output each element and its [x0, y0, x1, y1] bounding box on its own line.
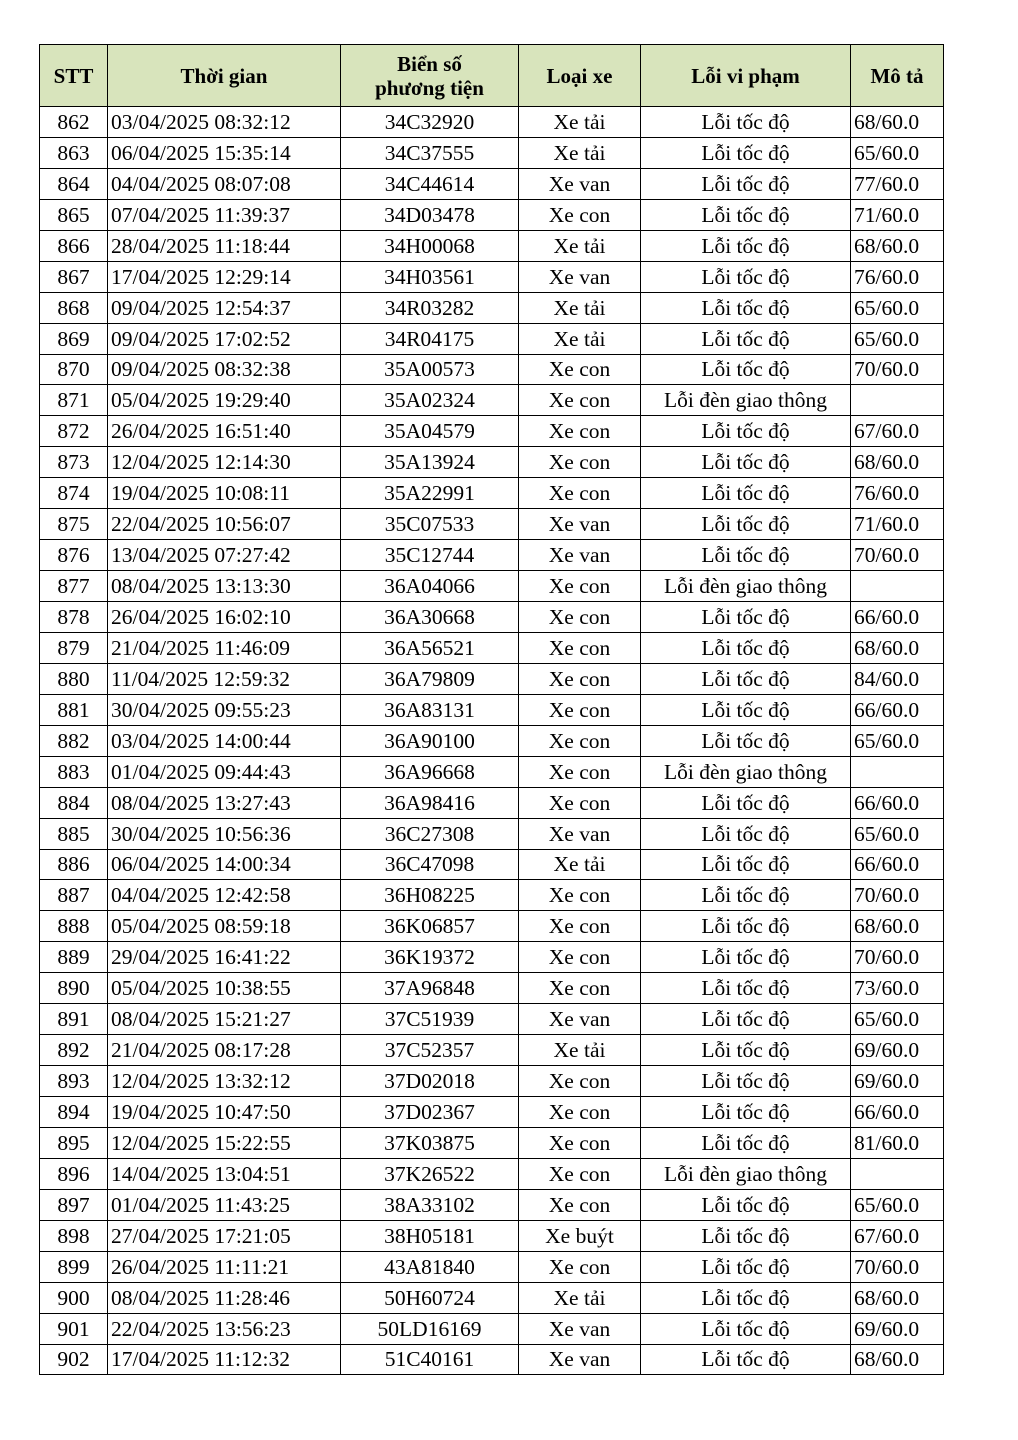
cell-time: 29/04/2025 16:41:22 — [108, 942, 341, 973]
cell-violation: Lỗi tốc độ — [641, 1220, 851, 1251]
cell-time: 26/04/2025 16:51:40 — [108, 416, 341, 447]
cell-plate: 37D02367 — [341, 1097, 519, 1128]
cell-violation: Lỗi tốc độ — [641, 323, 851, 354]
table-row — [40, 756, 944, 787]
cell-description: 68/60.0 — [851, 230, 944, 261]
cell-time: 12/04/2025 12:14:30 — [108, 447, 341, 478]
cell-plate: 35C07533 — [341, 509, 519, 540]
cell-stt: 900 — [40, 1282, 108, 1313]
cell-vehicle-type: Xe con — [519, 1189, 641, 1220]
cell-time: 27/04/2025 17:21:05 — [108, 1220, 341, 1251]
cell-stt: 894 — [40, 1097, 108, 1128]
cell-vehicle-type: Xe con — [519, 447, 641, 478]
cell-plate: 38H05181 — [341, 1220, 519, 1251]
cell-violation: Lỗi tốc độ — [641, 230, 851, 261]
cell-vehicle-type: Xe tải — [519, 1035, 641, 1066]
cell-time: 28/04/2025 11:18:44 — [108, 230, 341, 261]
cell-violation: Lỗi tốc độ — [641, 447, 851, 478]
table-row — [40, 416, 944, 447]
cell-time: 13/04/2025 07:27:42 — [108, 540, 341, 571]
cell-description — [851, 756, 944, 787]
cell-plate: 43A81840 — [341, 1251, 519, 1282]
cell-time: 30/04/2025 09:55:23 — [108, 694, 341, 725]
table-row — [40, 818, 944, 849]
cell-plate: 51C40161 — [341, 1344, 519, 1375]
cell-violation: Lỗi đèn giao thông — [641, 756, 851, 787]
cell-time: 17/04/2025 12:29:14 — [108, 261, 341, 292]
cell-time: 09/04/2025 08:32:38 — [108, 354, 341, 385]
cell-violation: Lỗi tốc độ — [641, 1127, 851, 1158]
cell-stt: 884 — [40, 787, 108, 818]
cell-description — [851, 385, 944, 416]
cell-violation: Lỗi tốc độ — [641, 261, 851, 292]
cell-stt: 871 — [40, 385, 108, 416]
cell-description: 67/60.0 — [851, 1220, 944, 1251]
table-row — [40, 1004, 944, 1035]
cell-description: 84/60.0 — [851, 663, 944, 694]
table-row — [40, 663, 944, 694]
cell-violation: Lỗi tốc độ — [641, 694, 851, 725]
cell-vehicle-type: Xe van — [519, 540, 641, 571]
cell-plate: 37K26522 — [341, 1158, 519, 1189]
cell-plate: 36H08225 — [341, 880, 519, 911]
cell-plate: 34H00068 — [341, 230, 519, 261]
cell-stt: 862 — [40, 107, 108, 138]
table-row — [40, 292, 944, 323]
cell-violation: Lỗi tốc độ — [641, 1066, 851, 1097]
cell-description: 68/60.0 — [851, 107, 944, 138]
cell-stt: 864 — [40, 168, 108, 199]
cell-description: 65/60.0 — [851, 725, 944, 756]
cell-vehicle-type: Xe con — [519, 942, 641, 973]
table-row — [40, 1282, 944, 1313]
cell-time: 11/04/2025 12:59:32 — [108, 663, 341, 694]
cell-stt: 875 — [40, 509, 108, 540]
table-row — [40, 107, 944, 138]
cell-stt: 878 — [40, 602, 108, 633]
cell-time: 21/04/2025 11:46:09 — [108, 632, 341, 663]
cell-violation: Lỗi tốc độ — [641, 292, 851, 323]
cell-time: 08/04/2025 11:28:46 — [108, 1282, 341, 1313]
cell-vehicle-type: Xe con — [519, 632, 641, 663]
table-row — [40, 199, 944, 230]
cell-stt: 866 — [40, 230, 108, 261]
cell-plate: 36A30668 — [341, 602, 519, 633]
cell-time: 01/04/2025 11:43:25 — [108, 1189, 341, 1220]
cell-vehicle-type: Xe tải — [519, 230, 641, 261]
cell-description: 67/60.0 — [851, 416, 944, 447]
table-row — [40, 478, 944, 509]
cell-vehicle-type: Xe van — [519, 1344, 641, 1375]
header-row — [40, 45, 944, 107]
cell-plate: 37C52357 — [341, 1035, 519, 1066]
cell-stt: 865 — [40, 199, 108, 230]
cell-description: 65/60.0 — [851, 1004, 944, 1035]
cell-stt: 883 — [40, 756, 108, 787]
cell-time: 03/04/2025 08:32:12 — [108, 107, 341, 138]
table-row — [40, 1344, 944, 1375]
cell-description: 68/60.0 — [851, 632, 944, 663]
cell-plate: 36A98416 — [341, 787, 519, 818]
cell-time: 04/04/2025 12:42:58 — [108, 880, 341, 911]
cell-description: 66/60.0 — [851, 1097, 944, 1128]
header-plate-line1: Biển số — [397, 51, 462, 76]
cell-description: 69/60.0 — [851, 1313, 944, 1344]
cell-description: 70/60.0 — [851, 540, 944, 571]
cell-violation: Lỗi tốc độ — [641, 880, 851, 911]
cell-plate: 34R04175 — [341, 323, 519, 354]
cell-plate: 37C51939 — [341, 1004, 519, 1035]
cell-description: 71/60.0 — [851, 199, 944, 230]
table-row — [40, 725, 944, 756]
header-plate — [341, 45, 519, 107]
cell-time: 08/04/2025 13:13:30 — [108, 571, 341, 602]
cell-stt: 868 — [40, 292, 108, 323]
cell-plate: 35A00573 — [341, 354, 519, 385]
cell-time: 03/04/2025 14:00:44 — [108, 725, 341, 756]
cell-vehicle-type: Xe con — [519, 1251, 641, 1282]
cell-description: 66/60.0 — [851, 694, 944, 725]
cell-stt: 888 — [40, 911, 108, 942]
cell-violation: Lỗi tốc độ — [641, 1004, 851, 1035]
cell-vehicle-type: Xe con — [519, 725, 641, 756]
header-description: Mô tả — [851, 45, 944, 107]
cell-plate: 36A96668 — [341, 756, 519, 787]
cell-violation: Lỗi tốc độ — [641, 509, 851, 540]
table-row — [40, 509, 944, 540]
cell-violation: Lỗi tốc độ — [641, 973, 851, 1004]
table-row — [40, 973, 944, 1004]
table-row — [40, 168, 944, 199]
cell-time: 06/04/2025 15:35:14 — [108, 137, 341, 168]
cell-description: 68/60.0 — [851, 911, 944, 942]
cell-stt: 896 — [40, 1158, 108, 1189]
cell-plate: 36A83131 — [341, 694, 519, 725]
cell-plate: 50LD16169 — [341, 1313, 519, 1344]
cell-stt: 902 — [40, 1344, 108, 1375]
table-row — [40, 1035, 944, 1066]
cell-plate: 35A04579 — [341, 416, 519, 447]
cell-time: 09/04/2025 17:02:52 — [108, 323, 341, 354]
cell-plate: 37A96848 — [341, 973, 519, 1004]
table-row — [40, 880, 944, 911]
cell-stt: 877 — [40, 571, 108, 602]
cell-plate: 36C27308 — [341, 818, 519, 849]
table-row — [40, 571, 944, 602]
cell-plate: 34D03478 — [341, 199, 519, 230]
table-row — [40, 942, 944, 973]
cell-vehicle-type: Xe con — [519, 1066, 641, 1097]
cell-stt: 870 — [40, 354, 108, 385]
cell-stt: 889 — [40, 942, 108, 973]
cell-vehicle-type: Xe con — [519, 1127, 641, 1158]
cell-stt: 867 — [40, 261, 108, 292]
cell-stt: 880 — [40, 663, 108, 694]
cell-description — [851, 1158, 944, 1189]
cell-vehicle-type: Xe buýt — [519, 1220, 641, 1251]
cell-violation: Lỗi tốc độ — [641, 911, 851, 942]
cell-plate: 34R03282 — [341, 292, 519, 323]
cell-violation: Lỗi đèn giao thông — [641, 571, 851, 602]
cell-description: 76/60.0 — [851, 478, 944, 509]
table-row — [40, 137, 944, 168]
cell-violation: Lỗi tốc độ — [641, 540, 851, 571]
cell-time: 19/04/2025 10:47:50 — [108, 1097, 341, 1128]
cell-plate: 35C12744 — [341, 540, 519, 571]
cell-time: 06/04/2025 14:00:34 — [108, 849, 341, 880]
table-row — [40, 787, 944, 818]
cell-violation: Lỗi tốc độ — [641, 663, 851, 694]
cell-description: 70/60.0 — [851, 880, 944, 911]
table-row — [40, 1066, 944, 1097]
cell-stt: 874 — [40, 478, 108, 509]
cell-vehicle-type: Xe van — [519, 509, 641, 540]
cell-stt: 881 — [40, 694, 108, 725]
table-row — [40, 911, 944, 942]
cell-description: 65/60.0 — [851, 818, 944, 849]
cell-stt: 895 — [40, 1127, 108, 1158]
cell-vehicle-type: Xe van — [519, 1313, 641, 1344]
cell-plate: 37D02018 — [341, 1066, 519, 1097]
table-row — [40, 385, 944, 416]
cell-vehicle-type: Xe van — [519, 261, 641, 292]
cell-vehicle-type: Xe con — [519, 756, 641, 787]
cell-vehicle-type: Xe con — [519, 571, 641, 602]
cell-vehicle-type: Xe van — [519, 168, 641, 199]
cell-violation: Lỗi đèn giao thông — [641, 385, 851, 416]
cell-time: 07/04/2025 11:39:37 — [108, 199, 341, 230]
table-row — [40, 354, 944, 385]
table-row — [40, 632, 944, 663]
header-plate-line2: phương tiện — [375, 75, 484, 100]
cell-stt: 882 — [40, 725, 108, 756]
cell-violation: Lỗi tốc độ — [641, 168, 851, 199]
cell-violation: Lỗi tốc độ — [641, 725, 851, 756]
table-row — [40, 1251, 944, 1282]
cell-description: 68/60.0 — [851, 447, 944, 478]
cell-stt: 891 — [40, 1004, 108, 1035]
cell-time: 21/04/2025 08:17:28 — [108, 1035, 341, 1066]
cell-time: 09/04/2025 12:54:37 — [108, 292, 341, 323]
cell-vehicle-type: Xe tải — [519, 137, 641, 168]
header-vehicle-type: Loại xe — [519, 45, 641, 107]
cell-violation: Lỗi tốc độ — [641, 1035, 851, 1066]
table-row — [40, 1127, 944, 1158]
cell-violation: Lỗi tốc độ — [641, 849, 851, 880]
cell-plate: 36A79809 — [341, 663, 519, 694]
cell-description: 68/60.0 — [851, 1344, 944, 1375]
cell-stt: 890 — [40, 973, 108, 1004]
cell-description: 65/60.0 — [851, 323, 944, 354]
cell-vehicle-type: Xe tải — [519, 323, 641, 354]
cell-vehicle-type: Xe tải — [519, 1282, 641, 1313]
cell-stt: 899 — [40, 1251, 108, 1282]
cell-violation: Lỗi tốc độ — [641, 1189, 851, 1220]
cell-stt: 897 — [40, 1189, 108, 1220]
table-row — [40, 1189, 944, 1220]
cell-stt: 885 — [40, 818, 108, 849]
cell-description: 68/60.0 — [851, 1282, 944, 1313]
cell-vehicle-type: Xe con — [519, 1097, 641, 1128]
violations-table — [39, 44, 944, 1375]
cell-stt: 879 — [40, 632, 108, 663]
cell-time: 26/04/2025 11:11:21 — [108, 1251, 341, 1282]
cell-plate: 34H03561 — [341, 261, 519, 292]
cell-violation: Lỗi đèn giao thông — [641, 1158, 851, 1189]
cell-time: 19/04/2025 10:08:11 — [108, 478, 341, 509]
table-row — [40, 1097, 944, 1128]
cell-stt: 887 — [40, 880, 108, 911]
cell-violation: Lỗi tốc độ — [641, 137, 851, 168]
table-row — [40, 1220, 944, 1251]
cell-violation: Lỗi tốc độ — [641, 1097, 851, 1128]
cell-plate: 36A90100 — [341, 725, 519, 756]
table-row — [40, 849, 944, 880]
cell-violation: Lỗi tốc độ — [641, 354, 851, 385]
cell-time: 14/04/2025 13:04:51 — [108, 1158, 341, 1189]
cell-time: 12/04/2025 13:32:12 — [108, 1066, 341, 1097]
cell-violation: Lỗi tốc độ — [641, 199, 851, 230]
cell-violation: Lỗi tốc độ — [641, 1251, 851, 1282]
cell-time: 05/04/2025 10:38:55 — [108, 973, 341, 1004]
cell-plate: 36A04066 — [341, 571, 519, 602]
cell-violation: Lỗi tốc độ — [641, 632, 851, 663]
cell-time: 30/04/2025 10:56:36 — [108, 818, 341, 849]
cell-description: 70/60.0 — [851, 354, 944, 385]
cell-description: 76/60.0 — [851, 261, 944, 292]
cell-vehicle-type: Xe tải — [519, 107, 641, 138]
cell-vehicle-type: Xe con — [519, 199, 641, 230]
cell-stt: 872 — [40, 416, 108, 447]
cell-vehicle-type: Xe con — [519, 911, 641, 942]
cell-vehicle-type: Xe con — [519, 1158, 641, 1189]
cell-violation: Lỗi tốc độ — [641, 1282, 851, 1313]
cell-description: 65/60.0 — [851, 292, 944, 323]
cell-vehicle-type: Xe tải — [519, 292, 641, 323]
table-row — [40, 447, 944, 478]
cell-vehicle-type: Xe con — [519, 973, 641, 1004]
cell-description: 70/60.0 — [851, 1251, 944, 1282]
cell-plate: 34C32920 — [341, 107, 519, 138]
cell-time: 22/04/2025 13:56:23 — [108, 1313, 341, 1344]
cell-plate: 34C37555 — [341, 137, 519, 168]
cell-violation: Lỗi tốc độ — [641, 416, 851, 447]
cell-violation: Lỗi tốc độ — [641, 818, 851, 849]
cell-plate: 36K06857 — [341, 911, 519, 942]
cell-plate: 50H60724 — [341, 1282, 519, 1313]
table-row — [40, 1158, 944, 1189]
cell-description: 71/60.0 — [851, 509, 944, 540]
table-row — [40, 540, 944, 571]
cell-vehicle-type: Xe van — [519, 1004, 641, 1035]
cell-violation: Lỗi tốc độ — [641, 478, 851, 509]
cell-vehicle-type: Xe con — [519, 663, 641, 694]
cell-description: 81/60.0 — [851, 1127, 944, 1158]
cell-vehicle-type: Xe con — [519, 880, 641, 911]
header-time: Thời gian — [108, 45, 341, 107]
cell-violation: Lỗi tốc độ — [641, 602, 851, 633]
cell-description: 66/60.0 — [851, 602, 944, 633]
cell-description: 65/60.0 — [851, 137, 944, 168]
cell-time: 12/04/2025 15:22:55 — [108, 1127, 341, 1158]
cell-time: 22/04/2025 10:56:07 — [108, 509, 341, 540]
cell-description: 65/60.0 — [851, 1189, 944, 1220]
cell-vehicle-type: Xe con — [519, 354, 641, 385]
cell-description: 69/60.0 — [851, 1066, 944, 1097]
cell-stt: 886 — [40, 849, 108, 880]
cell-description: 70/60.0 — [851, 942, 944, 973]
table-row — [40, 261, 944, 292]
cell-violation: Lỗi tốc độ — [641, 1344, 851, 1375]
cell-vehicle-type: Xe con — [519, 478, 641, 509]
cell-stt: 898 — [40, 1220, 108, 1251]
cell-stt: 869 — [40, 323, 108, 354]
cell-vehicle-type: Xe con — [519, 602, 641, 633]
cell-stt: 892 — [40, 1035, 108, 1066]
cell-vehicle-type: Xe tải — [519, 849, 641, 880]
cell-time: 05/04/2025 19:29:40 — [108, 385, 341, 416]
cell-description: 66/60.0 — [851, 787, 944, 818]
cell-violation: Lỗi tốc độ — [641, 787, 851, 818]
cell-time: 08/04/2025 13:27:43 — [108, 787, 341, 818]
cell-plate: 37K03875 — [341, 1127, 519, 1158]
cell-violation: Lỗi tốc độ — [641, 942, 851, 973]
cell-time: 05/04/2025 08:59:18 — [108, 911, 341, 942]
cell-plate: 35A13924 — [341, 447, 519, 478]
table-row — [40, 602, 944, 633]
cell-vehicle-type: Xe con — [519, 787, 641, 818]
cell-time: 01/04/2025 09:44:43 — [108, 756, 341, 787]
cell-stt: 876 — [40, 540, 108, 571]
header-stt: STT — [40, 45, 108, 107]
cell-description: 77/60.0 — [851, 168, 944, 199]
cell-time: 17/04/2025 11:12:32 — [108, 1344, 341, 1375]
cell-description — [851, 571, 944, 602]
cell-vehicle-type: Xe con — [519, 385, 641, 416]
cell-violation: Lỗi tốc độ — [641, 1313, 851, 1344]
cell-stt: 901 — [40, 1313, 108, 1344]
cell-stt: 863 — [40, 137, 108, 168]
cell-time: 04/04/2025 08:07:08 — [108, 168, 341, 199]
cell-description: 73/60.0 — [851, 973, 944, 1004]
header-violation: Lỗi vi phạm — [641, 45, 851, 107]
cell-plate: 38A33102 — [341, 1189, 519, 1220]
cell-vehicle-type: Xe con — [519, 694, 641, 725]
table-row — [40, 323, 944, 354]
table-row — [40, 694, 944, 725]
cell-vehicle-type: Xe con — [519, 416, 641, 447]
cell-plate: 36C47098 — [341, 849, 519, 880]
cell-stt: 893 — [40, 1066, 108, 1097]
table-body — [40, 107, 944, 1375]
cell-vehicle-type: Xe van — [519, 818, 641, 849]
cell-time: 08/04/2025 15:21:27 — [108, 1004, 341, 1035]
cell-stt: 873 — [40, 447, 108, 478]
cell-plate: 35A22991 — [341, 478, 519, 509]
table-row — [40, 230, 944, 261]
cell-description: 69/60.0 — [851, 1035, 944, 1066]
cell-plate: 36A56521 — [341, 632, 519, 663]
cell-violation: Lỗi tốc độ — [641, 107, 851, 138]
cell-plate: 35A02324 — [341, 385, 519, 416]
cell-description: 66/60.0 — [851, 849, 944, 880]
cell-plate: 36K19372 — [341, 942, 519, 973]
cell-time: 26/04/2025 16:02:10 — [108, 602, 341, 633]
cell-plate: 34C44614 — [341, 168, 519, 199]
table-row — [40, 1313, 944, 1344]
